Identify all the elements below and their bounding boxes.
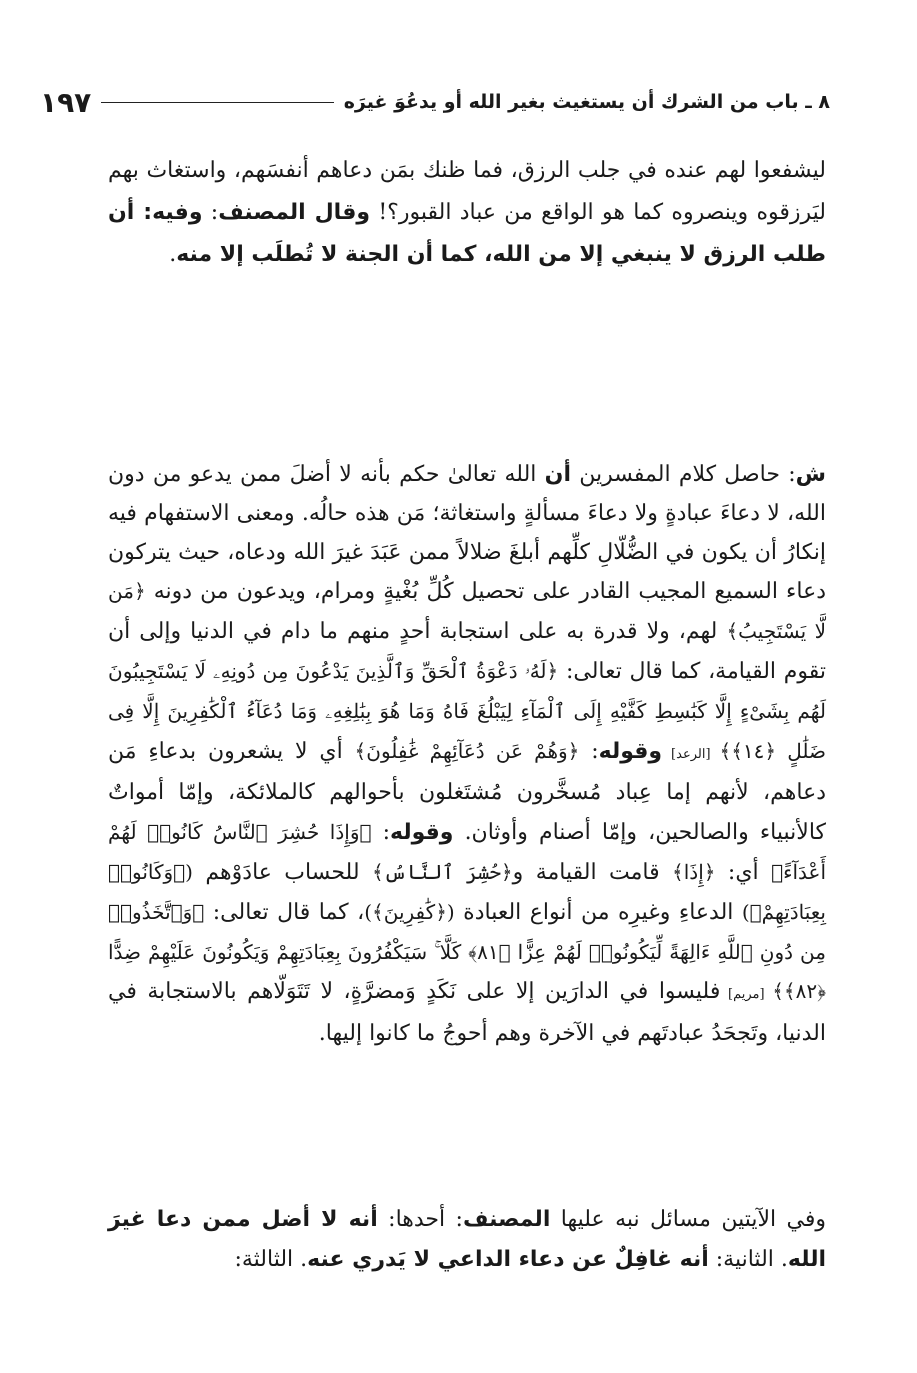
- header-rule: [101, 102, 333, 103]
- top-paragraph: [108, 150, 826, 276]
- quran-quote-1: ﴿مَن لَّا يَسْتَجِيبُ﴾: [108, 579, 826, 644]
- surah-ref-1: [الرعد]: [662, 746, 720, 762]
- main-text-11: ، كما قال تعالى:: [204, 899, 365, 925]
- running-header: [40, 84, 830, 120]
- commentary-paragraph: [108, 456, 826, 1054]
- last-text-2: : أحدها:: [377, 1207, 463, 1232]
- main-text-8: قامت القيامة و: [512, 859, 673, 885]
- page-number: ١٩٧: [40, 85, 92, 119]
- main-bold-2: وقوله: [598, 738, 663, 764]
- main-text-12: فليسوا في الدارَين إلا على نَكَدٍ وَمضرَّةٍ، لا تَتَوَلّاهم بالاستجابة في الدنيا، وتَجحَدُ عبادتَهم في الآخرة وهم أحوجُ ما كانوا إليها.: [108, 979, 826, 1047]
- main-bold-1: أن: [544, 462, 571, 487]
- main-text-1: : حاصل كلام المفسرين: [571, 462, 796, 487]
- issues-paragraph: [108, 1200, 826, 1280]
- quran-quote-6: ﴿حُشِرَ ٱلنَّاسُ﴾: [371, 859, 513, 884]
- main-text-7: أي:: [715, 859, 772, 885]
- quran-quote-5: ﴿إِذَا﴾: [672, 859, 716, 884]
- top-bold-2: وفيه: أن طلب الرزق لا ينبغي إلا من الله، كما أن الجنة لا تُطلَب إلا منه: [108, 200, 826, 267]
- surah-ref-2: [مريم]: [720, 987, 773, 1003]
- last-text-4: . الثالثة:: [234, 1247, 308, 1272]
- quran-quote-7: (﴿وَكَانُوا۟ بِعِبَادَتِهِمْ﴾): [108, 859, 826, 924]
- quran-quote-8: (﴿كَٰفِرِينَ﴾): [364, 899, 455, 924]
- last-bold-3: أنه غافِلٌ عن دعاء الداعي لا يَدري عنه: [307, 1247, 709, 1272]
- main-text-9: للحساب عادَوْهم: [192, 859, 372, 885]
- top-text-1: ليشفعوا لهم عنده في جلب الرزق، فما ظنك بمَن دعاهم أنفسَهم، واستغاث بهم ليَرزقوه وينصروه كما هو الواقع من عباد القبور؟!: [108, 158, 826, 225]
- top-text-2: :: [202, 200, 219, 225]
- main-text-4: :: [579, 738, 599, 764]
- last-text-3: . الثانية:: [708, 1247, 788, 1272]
- main-bold-3: وقوله: [390, 820, 454, 846]
- quran-quote-9: ﴿وَٱتَّخَذُوا۟ مِن دُونِ ٱللَّهِ ءَالِهَةً لِّيَكُونُوا۟ لَهُمْ عِزًّا ﴿٨١﴾ كَلَّا ۚ سَيَكْفُرُونَ بِعِبَادَتِهِمْ وَيَكُونُونَ عَلَيْهِمْ ضِدًّا ﴿٨٢﴾﴾: [108, 899, 826, 1004]
- commentary-label: ش: [795, 462, 826, 487]
- main-text-6: :: [371, 820, 390, 846]
- main-text-5: أي لا يشعرون بدعاءِ مَن دعاهم، لأنهم إما عِباد مُسخَّرون مُشتَغلون بأحوالهم كالملائكة، وإمّا أمواتٌ كالأنبياء والصالحين، وإمّا أصنام وأوثان.: [108, 738, 826, 846]
- main-text-2: الله تعالىٰ حكم بأنه لا أضلَ ممن يدعو من دون الله، لا دعاءَ عبادةٍ ولا دعاءَ مسألةٍ واستغاثة؛ مَن هذه حالُه. ومعنى الاستفهام فيه إنكارُ أن يكون في الضُّلّالِ كلِّهم أبلغَ ضلالاً ممن عَبَدَ غيرَ الله ودعاه، حيث يتركون دعاء السميع المجيب القادر على تحصيل كُلِّ بُغْيةٍ ومرام، ويدعون من دونه: [108, 462, 826, 605]
- main-text-10: الدعاءِ وغيرِه من أنواع العبادة: [454, 899, 742, 925]
- top-bold-1: وقال المصنف: [218, 200, 371, 225]
- last-text-1: وفي الآيتين مسائل نبه عليها: [550, 1207, 827, 1232]
- top-text-3: .: [169, 242, 177, 267]
- quran-quote-2: ﴿لَهُۥ دَعْوَةُ ٱلْحَقِّ وَٱلَّذِينَ يَدْعُونَ مِن دُونِهِۦ لَا يَسْتَجِيبُونَ لَهُم بِشَىْءٍ إِلَّا كَبَٰسِطِ كَفَّيْهِ إِلَى ٱلْمَآءِ لِيَبْلُغَ فَاهُ وَمَا هُوَ بِبَٰلِغِهِۦ وَمَا دُعَآءُ ٱلْكَٰفِرِينَ إِلَّا فِى ضَلَٰلٍ ﴿١٤﴾﴾: [108, 658, 827, 763]
- last-bold-1: المصنف: [462, 1207, 551, 1232]
- quran-quote-3: ﴿وَهُمْ عَن دُعَآئِهِمْ غَٰفِلُونَ﴾: [354, 738, 580, 763]
- quran-quote-4: ﴿وَإِذَا حُشِرَ ٱلنَّاسُ كَانُوا۟ لَهُمْ أَعْدَآءً﴾: [108, 820, 827, 884]
- chapter-title: ٨ ـ باب من الشرك أن يستغيث بغير الله أو يدعُوَ غيرَه: [343, 91, 830, 113]
- main-text-3: لهم، ولا قدرة به على استجابة أحدٍ منهم ما دام في الدنيا وإلى أن تقوم القيامة، كما قال تعالى:: [108, 619, 826, 684]
- last-bold-2: أنه لا أضل ممن دعا غيرَ الله: [108, 1207, 826, 1272]
